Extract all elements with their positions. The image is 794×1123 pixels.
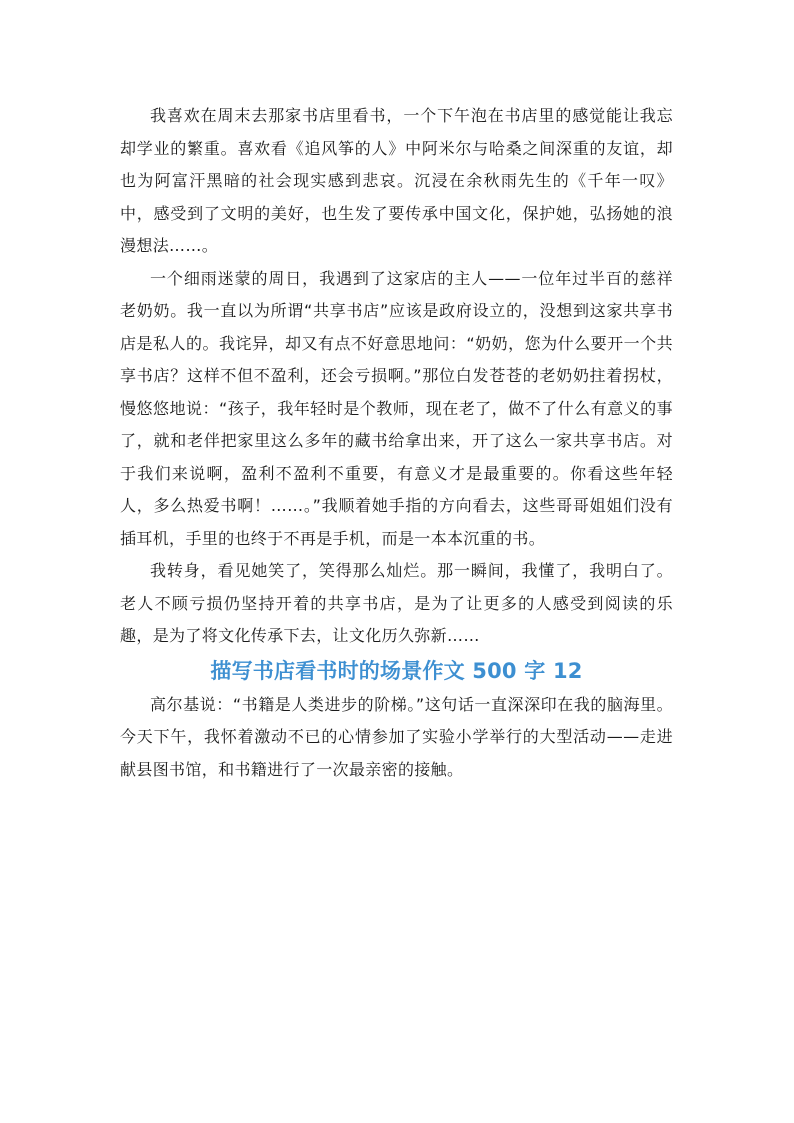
- paragraph-bookstore-weekend: 我喜欢在周末去那家书店里看书，一个下午泡在书店里的感觉能让我忘却学业的繁重。喜欢看《追风筝的人》中阿米尔与哈桑之间深重的友谊，却也为阿富汗黑暗的社会现实感到悲哀。沉浸在余秋雨先生的《千年一叹》中，感受到了文明的美好，也生发了要传承中国文化，保护她，弘扬她的浪漫想法……。: [120, 106, 673, 255]
- paragraph-understanding: 我转身，看见她笑了，笑得那么灿烂。那一瞬间，我懂了，我明白了。老人不顾亏损仍坚持开着的共享书店，是为了让更多的人感受到阅读的乐趣，是为了将文化传承下去，让文化历久弥新……: [120, 561, 673, 645]
- paragraph-meeting-owner: 一个细雨迷蒙的周日，我遇到了这家店的主人——一位年过半百的慈祥老奶奶。我一直以为所谓“共享书店”应该是政府设立的，没想到这家共享书店是私人的。我诧异，却又有点不好意思地问：“奶奶，您为什么要开一个共享书店？这样不但不盈利，还会亏损啊。”那位白发苍苍的老奶奶拄着拐杖，慢悠悠地说：“孩子，我年轻时是个教师，现在老了，做不了什么有意义的事了，就和老伴把家里这么多年的藏书给拿出来，开了这么一家共享书店。对于我们来说啊，盈利不盈利不重要，有意义才是最重要的。你看这些年轻人，多么热爱书啊！……。”我顺着她手指的方向看去，这些哥哥姐姐们没有插耳机，手里的也终于不再是手机，而是一本本沉重的书。: [120, 268, 673, 548]
- section-heading: 描写书店看书时的场景作文 500 字 12: [210, 658, 583, 683]
- document-body: [120, 100, 673, 786]
- paragraph-gorky-quote: 高尔基说：“书籍是人类进步的阶梯。”这句话一直深深印在我的脑海里。今天下午，我怀着激动不已的心情参加了实验小学举行的大型活动——走进献县图书馆，和书籍进行了一次最亲密的接触。: [120, 694, 673, 779]
